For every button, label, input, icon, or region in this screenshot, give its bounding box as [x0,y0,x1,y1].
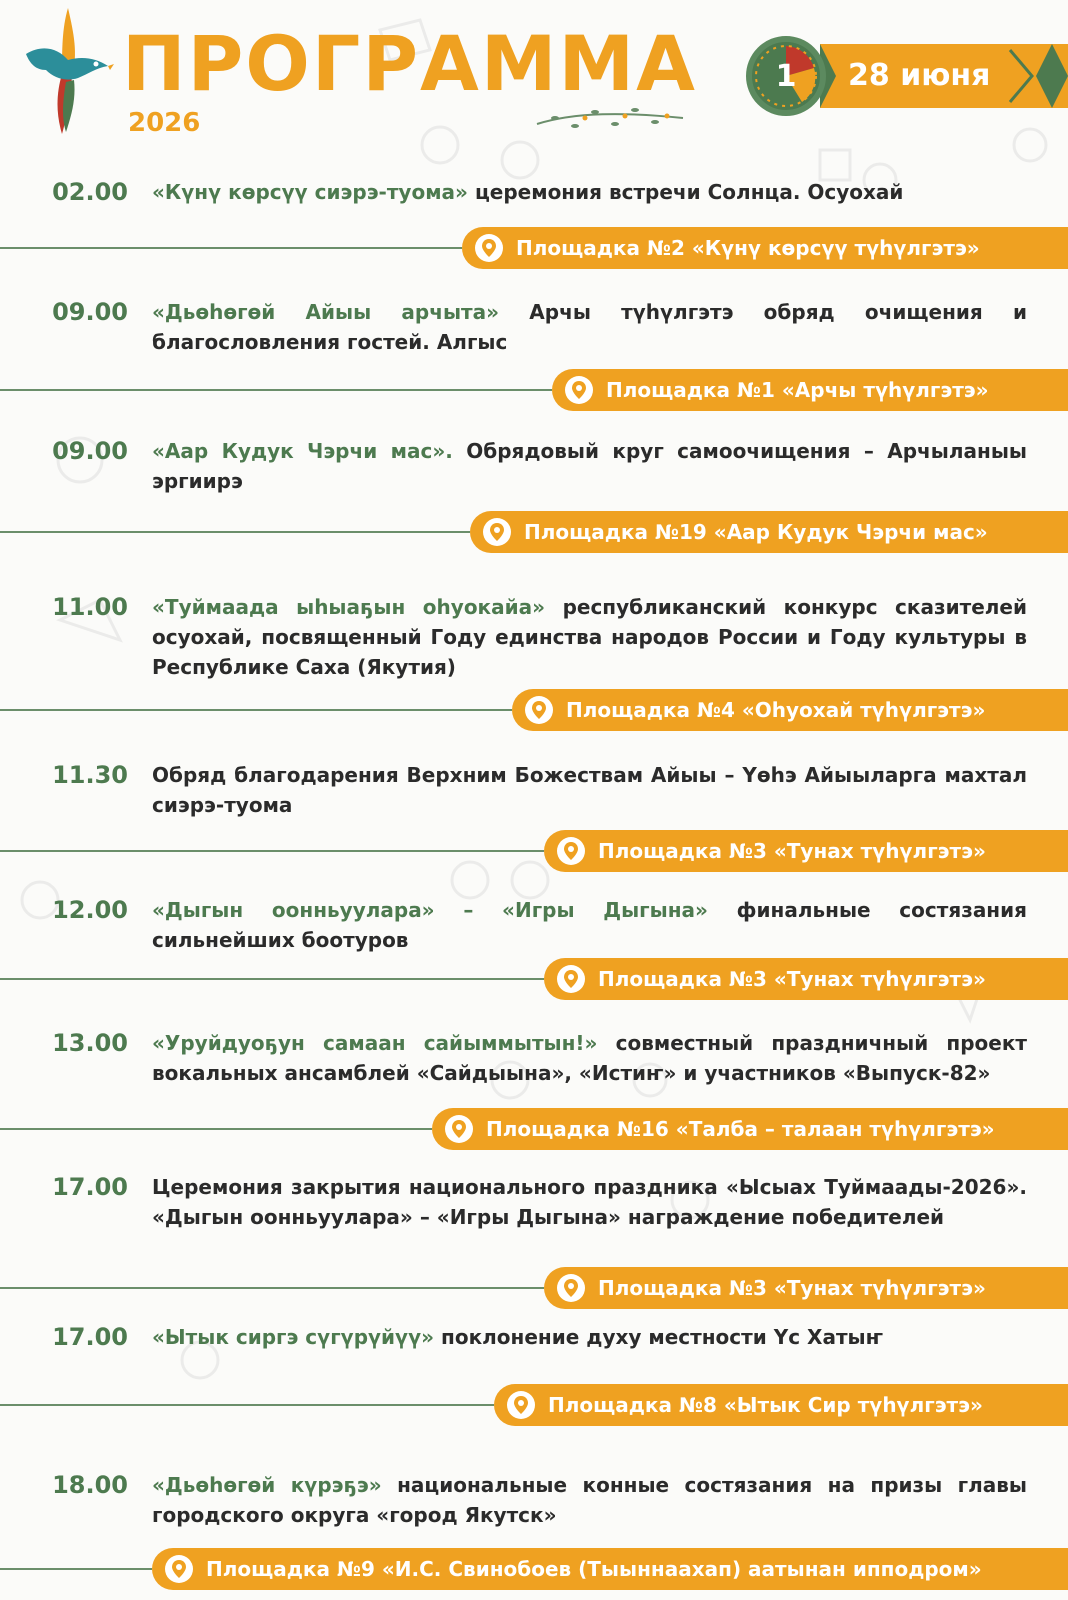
venue-name: Площадка №8 «Ытык Сир түһүлгэтэ» [548,1393,983,1417]
divider-line [0,389,552,391]
page-title: ПРОГРАММА [122,19,697,108]
date-label: 28 июня [848,58,991,93]
event-time: 11.00 [52,593,128,621]
event-title: «Дыгын оонньуулара» – «Игры Дыгына» [152,898,708,922]
venue-label [512,689,1068,731]
event-description [152,1322,1027,1352]
event-description [152,297,1027,357]
venue-name: Площадка №16 «Талба – талаан түһүлгэтэ» [486,1117,995,1141]
divider-line [0,850,544,852]
event-time: 02.00 [52,178,128,206]
venue-label [544,1267,1068,1309]
venue-name: Площадка №3 «Тунах түһүлгэтэ» [598,839,986,863]
location-pin-icon [556,964,586,994]
event-time: 09.00 [52,437,128,465]
venue-label [470,511,1068,553]
venue-name: Площадка №2 «Күнү көрсүү түһүлгэтэ» [516,236,980,260]
location-pin-icon [482,517,512,547]
event-description [152,1028,1027,1088]
location-pin-icon [524,695,554,725]
event-time: 13.00 [52,1029,128,1057]
event-text: совместный праздничный проект вокальных ансамблей «Сайдыына», «Истиҥ» и участников «Выпуск-82» [152,1031,1027,1085]
venue-label [552,369,1068,411]
event-time: 09.00 [52,298,128,326]
event-time: 17.00 [52,1323,128,1351]
event-description [152,1172,1027,1232]
event-description [152,177,1027,207]
event-text: церемония встречи Солнца. Осуохай [467,180,904,204]
event-text: республиканский конкурс сказителей осуохай, посвященный Году единства народов России и Году культуры в Республике Саха (Якутия) [152,595,1027,679]
event-time: 11.30 [52,761,128,789]
floral-sprig-icon [535,104,685,134]
event-time: 17.00 [52,1173,128,1201]
event-text: Обрядовый круг самоочищения – Арчыланыы эргиирэ [152,439,1027,493]
event-title: «Аар Кудук Чэрчи мас». [152,439,453,463]
event-text: Церемония закрытия национального праздника «Ысыах Туймаады-2026». «Дыгын оонньуулара» – «Игры Дыгына» награждение победителей [152,1175,1027,1229]
event-description [152,760,1027,820]
header [0,0,1068,160]
venue-label [494,1384,1068,1426]
event-title: «Дьөһөгөй Айыы арчыта» [152,300,500,324]
event-time: 18.00 [52,1471,128,1499]
venue-name: Площадка №4 «Оһуохай түһүлгэтэ» [566,698,986,722]
location-pin-icon [556,1273,586,1303]
event-text: поклонение духу местности Үс Хатыҥ [434,1325,884,1349]
venue-name: Площадка №19 «Аар Кудук Чэрчи мас» [524,520,988,544]
location-pin-icon [556,836,586,866]
event-description [152,1470,1027,1530]
divider-line [0,247,462,249]
location-pin-icon [564,375,594,405]
divider-line [0,978,544,980]
venue-name: Площадка №3 «Тунах түһүлгэтэ» [598,967,986,991]
event-description [152,436,1027,496]
divider-line [0,531,470,533]
venue-label [544,830,1068,872]
venue-name: Площадка №9 «И.С. Свинобоев (Тыыннаахап) аатынан ипподром» [206,1557,982,1581]
divider-line [0,1128,432,1130]
venue-name: Площадка №3 «Тунах түһүлгэтэ» [598,1276,986,1300]
event-title: «Күнү көрсүү сиэрэ-туома» [152,180,468,204]
venue-label [462,227,1068,269]
day-number: 1 [775,58,797,94]
divider-line [0,1404,494,1406]
year-label: 2026 [128,108,201,138]
location-pin-icon [164,1554,194,1584]
event-time: 12.00 [52,896,128,924]
venue-name: Площадка №1 «Арчы түһүлгэтэ» [606,378,989,402]
venue-label [152,1548,1068,1590]
date-banner [820,44,1068,108]
event-text: Обряд благодарения Верхним Божествам Айыы – Үөһэ Айыыларга махтал сиэрэ-туома [152,763,1027,817]
venue-label [544,958,1068,1000]
event-description [152,592,1027,682]
location-pin-icon [506,1390,536,1420]
event-text: национальные конные состязания на призы главы городского округа «город Якутск» [152,1473,1028,1527]
event-text: Арчы түһүлгэтэ обряд очищения и благословления гостей. Алгыс [152,300,1028,354]
day-badge [746,36,826,116]
bird-logo-icon [22,4,114,136]
event-description [152,895,1027,955]
divider-line [0,709,512,711]
location-pin-icon [444,1114,474,1144]
divider-line [0,1568,152,1570]
event-title: «Ытык сиргэ сүгүрүйүү» [152,1325,435,1349]
event-text: финальные состязания сильнейших боотуров [152,898,1027,952]
location-pin-icon [474,233,504,263]
divider-line [0,1287,544,1289]
event-title: «Туймаада ыһыаҕын оһуокайа» [152,595,546,619]
venue-label [432,1108,1068,1150]
event-title: «Уруйдуоҕун самаан сайыммытын!» [152,1031,598,1055]
event-title: «Дьөһөгөй күрэҕэ» [152,1473,382,1497]
